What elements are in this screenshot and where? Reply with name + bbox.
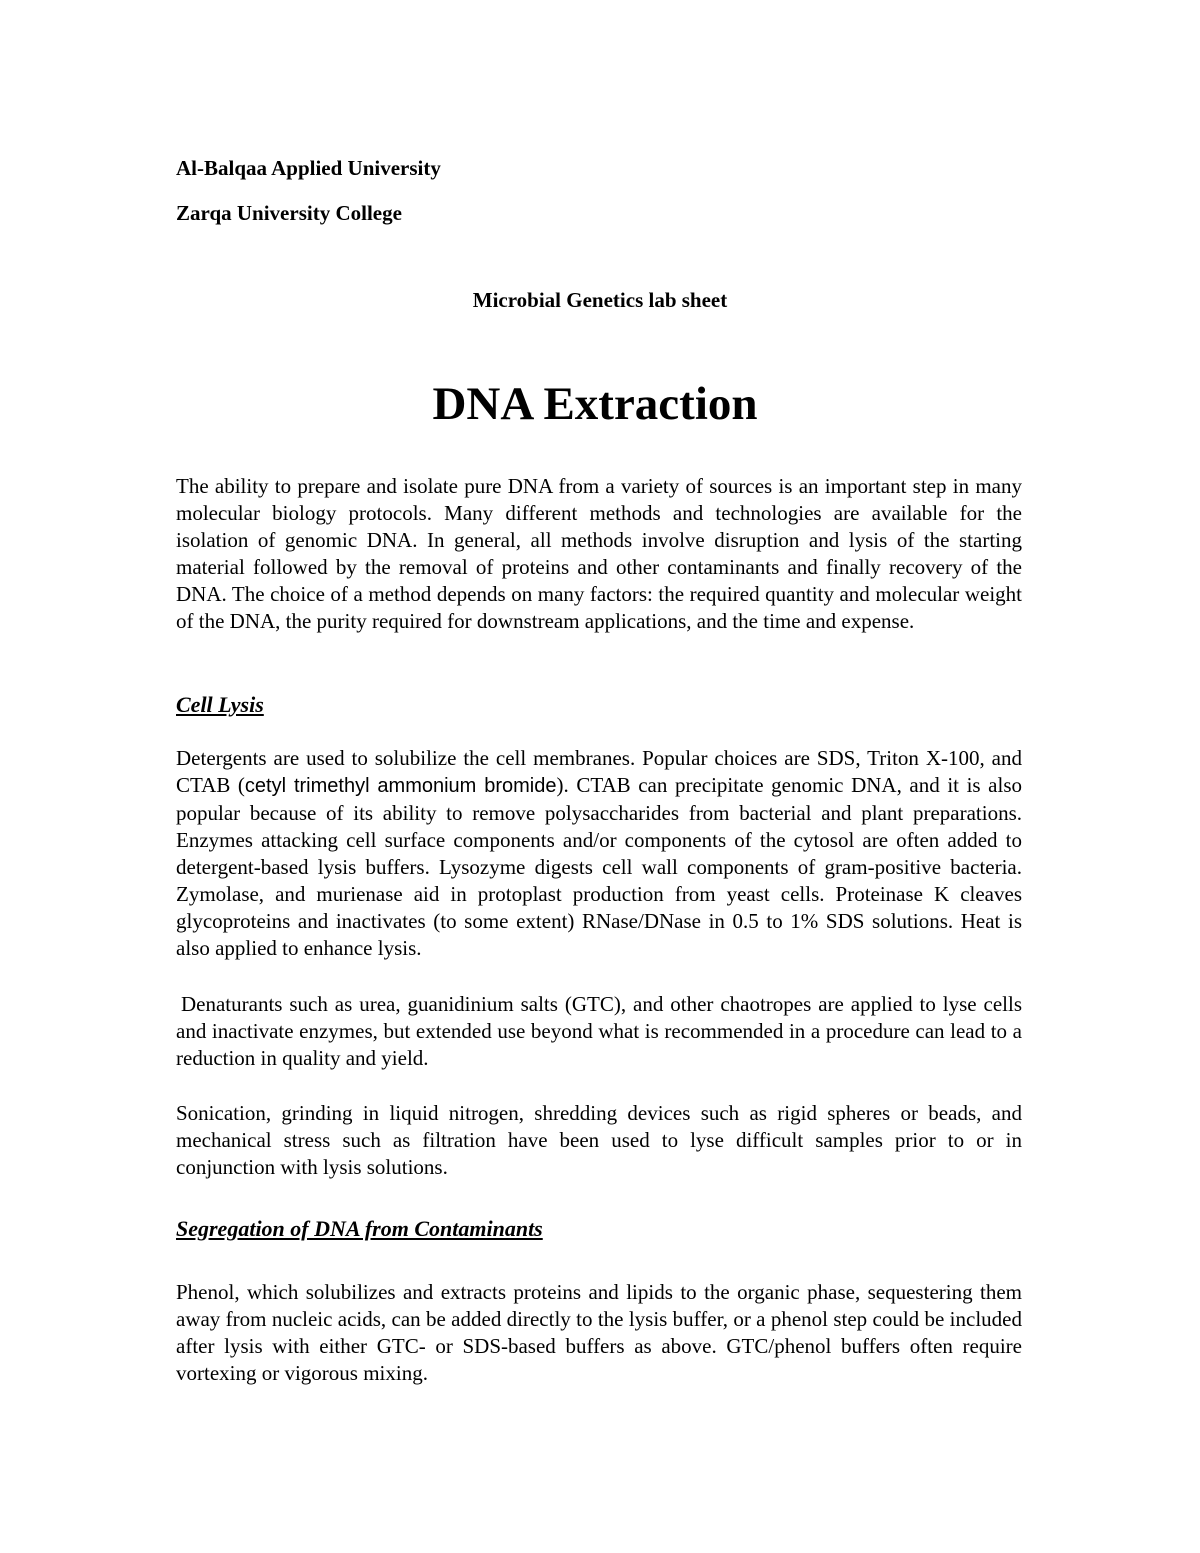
university-name: Al-Balqaa Applied University [176, 156, 441, 180]
section-heading-cell-lysis: Cell Lysis [176, 692, 264, 717]
text-span: Detergents are used to solubilize the cell membranes. Popular choices are SDS, Triton X-100, and CTAB ( [176, 746, 1022, 797]
section-heading-segregation: Segregation of DNA from Contaminants [176, 1216, 543, 1241]
ctab-definition: cetyl trimethyl ammonium bromide [244, 775, 557, 797]
cell-lysis-paragraph-2 [176, 991, 1022, 1072]
document-title: DNA Extraction [432, 378, 758, 430]
lab-sheet-title: Microbial Genetics lab sheet [472, 288, 728, 312]
text-span: Denaturants such as urea, guanidinium salts (GTC), and other chaotropes are applied to lyse cells and inactivate enzymes, but extended use beyond what is recommended in a procedure can lead to a reduction in quality and yield. [176, 992, 1022, 1070]
cell-lysis-paragraph-3: Sonication, grinding in liquid nitrogen, shredding devices such as rigid spheres or beads, and mechanical stress such as filtration have been used to lyse difficult samples prior to or in conjunction with lysis solutions. [176, 1101, 1022, 1179]
segregation-paragraph-1: Phenol, which solubilizes and extracts proteins and lipids to the organic phase, sequestering them away from nucleic acids, can be added directly to the lysis buffer, or a phenol step could be included after lysis with either GTC- or SDS-based buffers as above. GTC/phenol buffers often require vortexing or vigorous mixing. [176, 1280, 1022, 1385]
college-name: Zarqa University College [176, 201, 402, 225]
intro-paragraph: The ability to prepare and isolate pure DNA from a variety of sources is an important step in many molecular biology protocols. Many different methods and technologies are available for the isolation of genomic DNA. In general, all methods involve disruption and lysis of the starting material followed by the removal of proteins and other contaminants and finally recovery of the DNA. The choice of a method depends on many factors: the required quantity and molecular weight of the DNA, the purity required for downstream applications, and the time and expense. [176, 474, 1022, 633]
cell-lysis-paragraph-1 [176, 745, 1022, 962]
text-span: ). CTAB can precipitate genomic DNA, and it is also popular because of its ability to remove polysaccharides from bacterial and plant preparations. Enzymes attacking cell surface components and/or components of the cytosol are often added to detergent-based lysis buffers. Lysozyme digests cell wall components of gram-positive bacteria. Zymolase, and murienase aid in protoplast production from yeast cells. Proteinase K cleaves glycoproteins and inactivates (to some extent) RNase/DNase in 0.5 to 1% SDS solutions. Heat is also applied to enhance lysis. [176, 773, 1023, 960]
